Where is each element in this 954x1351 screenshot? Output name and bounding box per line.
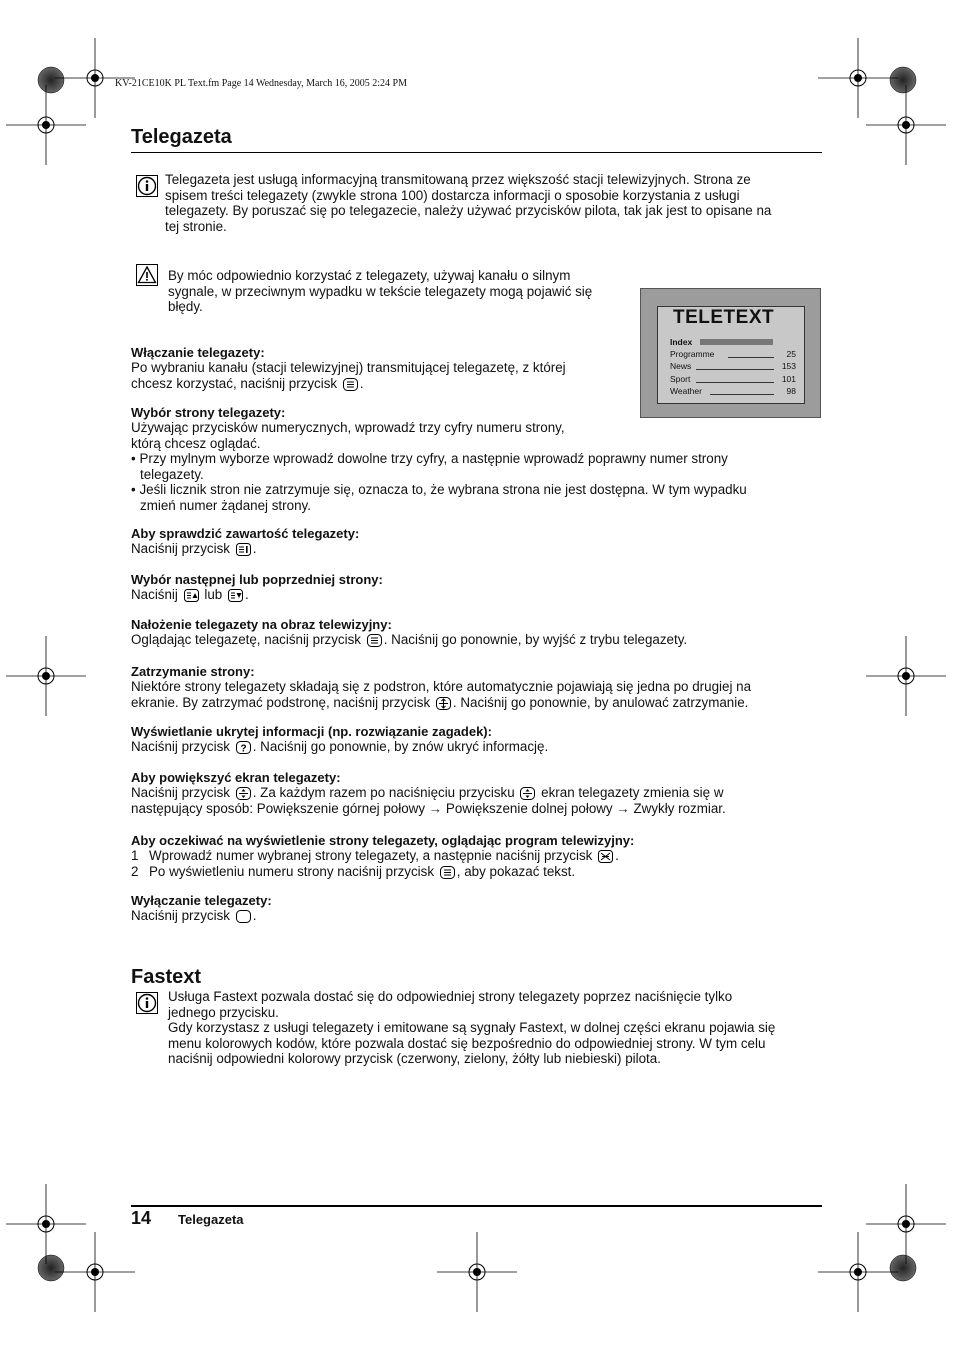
page-down-button-icon bbox=[228, 589, 243, 602]
block-hold: Zatrzymanie strony: Niektóre strony telegazety składają się z podstron, które automatycznie pojawiają się jedna po drugiej na ekranie. By zatrzymać podstronę, naciśnij przycisk . Naciśnij go ponownie, by anulować zatrzymanie. bbox=[131, 664, 752, 710]
footer-rule bbox=[131, 1205, 822, 1207]
block-overlay: Nałożenie telegazety na obraz telewizyjny: Oglądając telegazetę, naciśnij przycisk . Naciśnij go ponownie, by wyjść z trybu telegazety. bbox=[131, 617, 688, 647]
info-icon bbox=[136, 175, 158, 197]
index-button-icon bbox=[236, 543, 251, 556]
teletext-title: TELETEXT bbox=[673, 307, 775, 328]
teletext-button-icon bbox=[440, 866, 455, 879]
page-up-button-icon bbox=[184, 589, 199, 602]
block-teletext-on: Włączanie telegazety: Po wybraniu kanału (stacji telewizyjnej) transmitującej telegazetę, z której chcesz korzystać, naciśnij przycisk . bbox=[131, 345, 566, 391]
teletext-screen-illustration bbox=[640, 288, 821, 418]
size-button-icon bbox=[236, 787, 251, 800]
teletext-row: Programme 25 bbox=[670, 349, 796, 359]
cancel-button-icon bbox=[598, 850, 613, 863]
block-wait: Aby oczekiwać na wyświetlenie strony telegazety, oglądając program telewizyjny: 1 Wprowadź numer wybranej strony telegazety, a następnie naciśnij przycisk . 2 Po wyświetleniu numeru strony naciśnij przycisk , aby pokazać tekst. bbox=[131, 833, 635, 879]
section-title-fastext: Fastext bbox=[131, 966, 202, 988]
footer-section-name: Telegazeta bbox=[178, 1212, 244, 1227]
hold-button-icon bbox=[436, 697, 451, 710]
teletext-button-icon bbox=[367, 634, 382, 647]
warning-icon bbox=[136, 264, 158, 286]
block-page-select: Wybór strony telegazety: Używając przycisków numerycznych, wprowadź trzy cyfry numeru strony, którą chcesz oglądać. • Przy mylnym wyborze wprowadź dowolne trzy cyfry, a następnie wprowadź poprawny numer strony telegazety. • Jeśli licznik stron nie zatrzymuje się, oznacza to, że wybrana strona nie jest dostępna. W tym wypadku zmień numer żądanej strony. bbox=[131, 405, 747, 513]
warning-paragraph: By móc odpowiednio korzystać z telegazety, używaj kanału o silnym sygnale, w przeciwnym wypadku w tekście telegazety mogą pojawić się błędy. bbox=[168, 268, 593, 314]
teletext-index-row: Index bbox=[670, 337, 796, 348]
title-rule bbox=[131, 152, 822, 153]
file-header: KV-21CE10K PL Text.fm Page 14 Wednesday, March 16, 2005 2:24 PM bbox=[115, 78, 407, 89]
block-teletext-off: Wyłączanie telegazety: Naciśnij przycisk . bbox=[131, 893, 272, 923]
teletext-button-icon bbox=[343, 378, 358, 391]
page-number: 14 bbox=[131, 1208, 152, 1228]
fastext-paragraph: Usługa Fastext pozwala dostać się do odpowiedniej strony telegazety poprzez naciśnięcie tylko jednego przycisku. Gdy korzystasz z usługi telegazety i emitowane są sygnały Fastext, w dolnej części ekranu pojawia się menu kolorowych kodów, które pozwala dostać się bezpośrednio do odpowiedniej strony. W tym celu naciśnij odpowiedni kolorowy przycisk (czerwony, zielony, żółty lub niebieski) pilota. bbox=[168, 989, 776, 1066]
block-next-previous: Wybór następnej lub poprzedniej strony: Naciśnij lub . bbox=[131, 572, 383, 602]
tv-button-icon bbox=[236, 910, 251, 923]
section-title-telegazeta: Telegazeta bbox=[131, 126, 232, 148]
svg-text:?: ? bbox=[240, 743, 247, 754]
teletext-row: News 153 bbox=[670, 361, 796, 371]
info-paragraph: Telegazeta jest usługą informacyjną transmitowaną przez większość stacji telewizyjnych. Strona ze spisem treści telegazety (zwykle strona 100) dostarcza informacji o sposobie korzystania z usługi telegazety. By poruszać się po telegazecie, należy używać przycisków pilota, tak jak jest to opisane na tej stronie. bbox=[165, 172, 772, 234]
info-icon bbox=[136, 992, 158, 1014]
teletext-row: Sport 101 bbox=[670, 374, 796, 384]
block-reveal: Wyświetlanie ukrytej informacji (np. rozwiązanie zagadek): Naciśnij przycisk ? . Naciśnij go ponownie, by znów ukryć informację. bbox=[131, 724, 549, 754]
reveal-button-icon bbox=[236, 741, 251, 754]
teletext-row: Weather 98 bbox=[670, 386, 796, 396]
teletext-screen bbox=[657, 306, 805, 404]
size-button-icon bbox=[520, 787, 535, 800]
block-contents: Aby sprawdzić zawartość telegazety: Naciśnij przycisk . bbox=[131, 526, 360, 556]
block-enlarge: Aby powiększyć ekran telegazety: Naciśnij przycisk . Za każdym razem po naciśnięciu przycisku ekran telegazety zmienia się w następujący sposób: Powiększenie górnej połowy → Powiększenie dolnej połowy → Zwykły rozmiar. bbox=[131, 770, 726, 816]
